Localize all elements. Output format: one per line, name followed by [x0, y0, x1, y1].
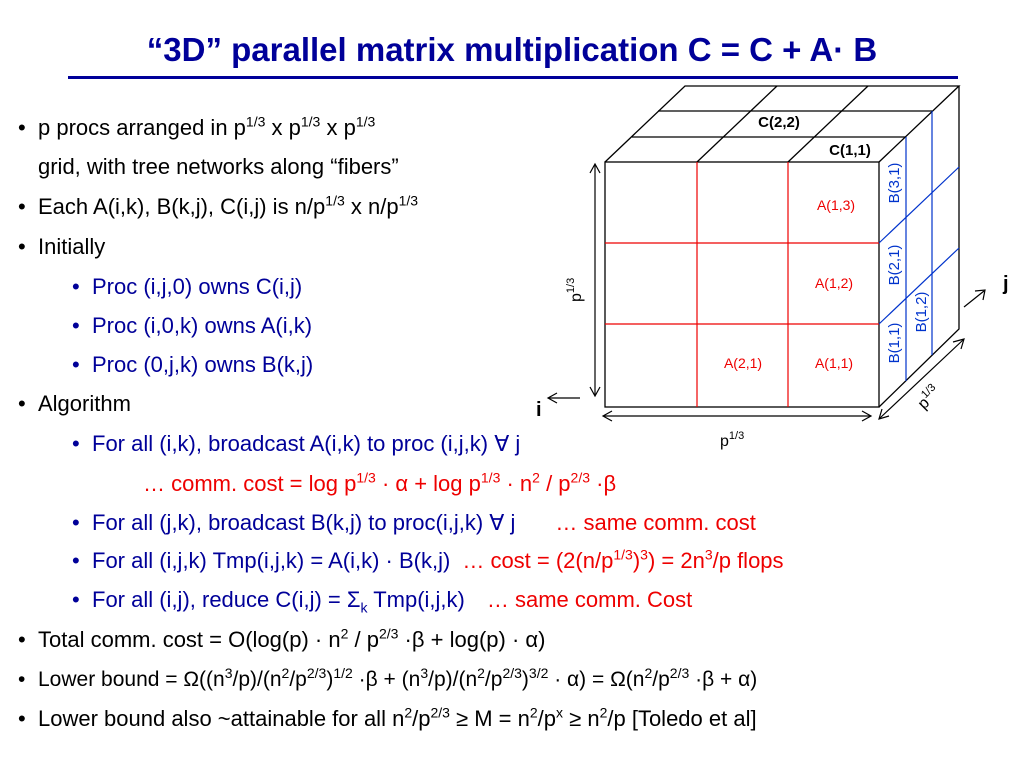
bullet-block-size: • Each A(i,k), B(k,j), C(i,j) is $n/p^{1/3}$ x $n/p^{1/3}$: [18, 192, 419, 219]
label-a11: A(1,1): [814, 355, 854, 371]
label-b21: B(2,1): [886, 244, 903, 286]
j-axis-arrow: [964, 290, 985, 307]
bullet-lower-bound: • Lower bound = $\Omega((n^3/p)/(n^2/p^{2/3})^{1/2} \cdot\beta + (n^3/p)/(n^2/p^{2/3})^{3/2} \cdot \alpha) = \Omega(n^2/p^{2/3} \cdot\beta + \alpha)$: [18, 665, 758, 691]
bullet-procs-grid: • p procs arranged in $p^{1/3}$ x $p^{1/3}$ x $p^{1/3}$: [18, 113, 376, 140]
label-b11: B(1,1): [886, 322, 903, 364]
subbullet-step4: • For all (i,j), reduce $C(i,j) = \Sigma_k$ Tmp(i,j,k) … same comm. Cost: [72, 587, 693, 616]
bullet-initially: • Initially: [18, 234, 106, 259]
bullet-procs-grid-cont: grid, with tree networks along “fibers”: [38, 154, 399, 179]
slide-title: “3D” parallel matrix multiplication C = C + A· B: [146, 31, 878, 68]
diagonal-p13-label: $p^{1/3}$: [914, 381, 939, 413]
j-axis-label: j: [1003, 273, 1009, 295]
step1-cost: … comm. $\cos t = \log p^{1/3} \cdot \alpha + \log p^{1/3} \cdot n^2 / p^{2/3} \cdot\beta$: [143, 469, 617, 496]
i-axis-label: i: [536, 399, 542, 421]
subbullet-own-c: • Proc (i,j,0) owns C(i,j): [72, 274, 303, 299]
label-a21: A(2,1): [723, 355, 763, 371]
subbullet-own-a: • Proc (i,0,k) owns A(i,k): [72, 313, 313, 338]
label-a13: A(1,3): [816, 197, 856, 213]
vertical-dimension-arrow: [590, 164, 600, 396]
subbullet-own-b: • Proc (0,j,k) owns B(k,j): [72, 352, 314, 377]
label-c11: C(1,1): [829, 142, 871, 159]
subbullet-step2: • For all (j,k), broadcast B(k,j) to proc(i,j,k) ∀ j … same comm. cost: [72, 510, 756, 535]
bullet-total-cost: • Total comm. $\cos t = O(\log(p) \cdot n^2 / p^{2/3} \cdot\beta + \log(p) \cdot \alpha)$: [18, 625, 546, 652]
subbullet-step3: • For all (i,j,k) Tmp(i,j,k) = A(i,k) · B(k,j) … $\cos t = (2(n/p^{1/3})^3) = 2n^3/p$ flops: [72, 546, 784, 573]
label-b12: B(1,2): [913, 291, 930, 333]
label-c22: C(2,2): [758, 114, 800, 131]
vertical-p13-label: $p^{1/3}$: [565, 277, 585, 302]
horizontal-p13-label: $p^{1/3}$: [720, 430, 745, 450]
label-b31: B(3,1): [886, 162, 903, 204]
i-axis-arrow: [548, 393, 580, 403]
horizontal-dimension-arrow: [603, 411, 871, 421]
subbullet-step1: • For all (i,k), broadcast A(i,k) to proc (i,j,k) ∀ j: [72, 431, 521, 456]
bullet-algorithm: • Algorithm: [18, 391, 131, 416]
bullet-lower-bound-attainable: • Lower bound also ~attainable for all $n^2/p^{2/3} \ge M = n^2/p^x \ge n^2/p$ [Toledo et al]: [18, 704, 757, 731]
label-a12: A(1,2): [814, 275, 854, 291]
